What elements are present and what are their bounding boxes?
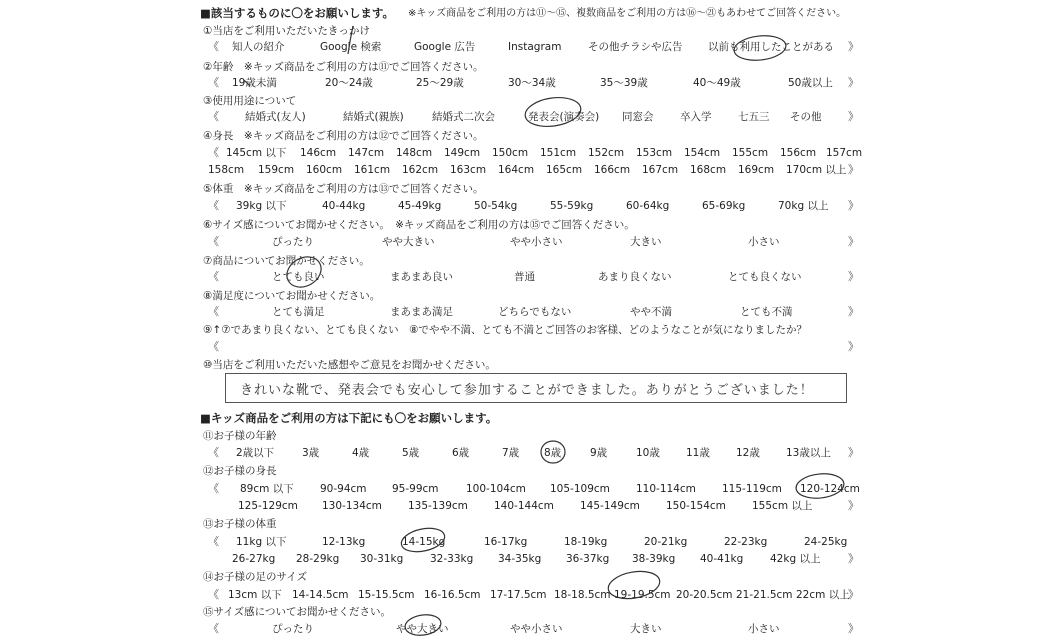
q12-option[interactable]: 120-124cm	[800, 483, 860, 495]
q4-option[interactable]: 149cm	[444, 147, 481, 159]
q14-option[interactable]: 15-15.5cm	[358, 589, 415, 601]
q1-label: ①当店をご利用いただいたきっかけ	[203, 25, 370, 37]
q8-label: ⑧満足度についてお聞かせください。	[203, 290, 381, 302]
bracket-right: 》	[848, 499, 859, 512]
q12-option[interactable]: 110-114cm	[636, 483, 696, 495]
q13-option[interactable]: 42kg 以上	[770, 553, 821, 565]
q4-option[interactable]: 162cm	[402, 164, 439, 176]
bracket-right: 》	[848, 270, 859, 283]
q13-option[interactable]: 40-41kg	[700, 553, 744, 565]
q12-option[interactable]: 130-134cm	[322, 500, 382, 512]
q13-option[interactable]: 18-19kg	[564, 536, 608, 548]
q1-option[interactable]: その他チラシや広告	[588, 41, 683, 53]
q13-option[interactable]: 26-27kg	[232, 553, 276, 565]
q5-option[interactable]: 45-49kg	[398, 200, 442, 212]
q5-option[interactable]: 60-64kg	[626, 200, 670, 212]
q14-option[interactable]: 20-20.5cm	[676, 589, 733, 601]
q4-option[interactable]: 155cm	[732, 147, 769, 159]
q2-option[interactable]: 25〜29歳	[416, 77, 464, 89]
section-title-kids: ■キッズ商品をご利用の方は下記にも〇をお願いします。	[200, 411, 498, 425]
q4-option[interactable]: 146cm	[300, 147, 337, 159]
q12-option[interactable]: 145-149cm	[580, 500, 640, 512]
q13-option[interactable]: 24-25kg	[804, 536, 848, 548]
q4-option[interactable]: 165cm	[546, 164, 583, 176]
q14-option[interactable]: 18-18.5cm	[554, 589, 611, 601]
q4-option[interactable]: 153cm	[636, 147, 673, 159]
q3-option[interactable]: 発表会(演奏会)	[528, 111, 600, 123]
q8-option[interactable]: とても満足	[272, 306, 325, 318]
q8-option[interactable]: まあまあ満足	[390, 306, 453, 318]
q4-option[interactable]: 147cm	[348, 147, 385, 159]
q11-option[interactable]: 7歳	[502, 447, 520, 459]
q4-label: ④身長 ※キッズ商品をご利用の方は⑫でご回答ください。	[203, 130, 484, 142]
q1-option[interactable]: Google 広告	[414, 41, 476, 53]
q13-option[interactable]: 36-37kg	[566, 553, 610, 565]
bracket-right: 》	[848, 622, 859, 635]
q4-option[interactable]: 158cm	[208, 164, 245, 176]
q12-option[interactable]: 150-154cm	[666, 500, 726, 512]
q11-option[interactable]: 2歳以下	[236, 447, 275, 459]
q4-option[interactable]: 157cm	[826, 147, 863, 159]
q2-option[interactable]: 19歳未満	[232, 77, 277, 89]
q12-option[interactable]: 125-129cm	[238, 500, 298, 512]
q13-label: ⑬お子様の体重	[203, 518, 277, 530]
q6-option[interactable]: ぴったり	[272, 236, 314, 248]
q1-option[interactable]: Instagram	[508, 41, 562, 53]
q2-option[interactable]: 50歳以上	[788, 77, 833, 89]
bracket-left: 《	[208, 146, 219, 159]
q11-option[interactable]: 4歳	[352, 447, 370, 459]
q15-option[interactable]: やや小さい	[510, 623, 563, 635]
q4-option[interactable]: 150cm	[492, 147, 529, 159]
q13-option[interactable]: 32-33kg	[430, 553, 474, 565]
q1-option[interactable]: 知人の紹介	[232, 41, 285, 53]
q5-option[interactable]: 39kg 以下	[236, 200, 287, 212]
bracket-left: 《	[208, 305, 219, 318]
q4-option[interactable]: 163cm	[450, 164, 487, 176]
q8-option[interactable]: とても不満	[740, 306, 793, 318]
q7-option[interactable]: あまり良くない	[598, 271, 672, 283]
q4-option[interactable]: 161cm	[354, 164, 391, 176]
section-note-main: ※キッズ商品をご利用の方は⑪〜⑮、複数商品をご利用の方は⑯〜㉑もあわせてご回答ください。	[408, 8, 847, 19]
q5-option[interactable]: 55-59kg	[550, 200, 594, 212]
bracket-right: 》	[848, 163, 859, 176]
q1-option[interactable]: Google 検索	[320, 41, 382, 53]
q11-option[interactable]: 13歳以上	[786, 447, 831, 459]
q4-option[interactable]: 168cm	[690, 164, 727, 176]
q9-label: ⑨↑⑦であまり良くない、とても良くない ⑧でやや不満、とても不満とご回答のお客様、どのようなことが気になりましたか？	[203, 324, 808, 336]
q15-option[interactable]: ぴったり	[272, 623, 314, 635]
q2-option[interactable]: 20〜24歳	[325, 77, 373, 89]
q13-option[interactable]: 12-13kg	[322, 536, 366, 548]
q4-option[interactable]: 148cm	[396, 147, 433, 159]
bracket-left: 《	[208, 588, 219, 601]
q8-option[interactable]: どちらでもない	[498, 306, 572, 318]
q13-option[interactable]: 14-15kg	[402, 536, 446, 548]
q12-option[interactable]: 115-119cm	[722, 483, 782, 495]
bracket-left: 《	[208, 270, 219, 283]
q10-label: ⑩当店をご利用いただいた感想やご意見をお聞かせください。	[203, 359, 496, 371]
section-title-main: ■該当するものに〇をお願いします。	[200, 6, 394, 20]
q13-option[interactable]: 16-17kg	[484, 536, 528, 548]
q7-option[interactable]: まあまあ良い	[390, 271, 453, 283]
bracket-right: 》	[848, 446, 859, 459]
q13-option[interactable]: 28-29kg	[296, 553, 340, 565]
q5-option[interactable]: 40-44kg	[322, 200, 366, 212]
q14-option[interactable]: 13cm 以下	[228, 589, 282, 601]
bracket-right: 》	[848, 235, 859, 248]
bracket-right: 》	[848, 76, 859, 89]
bracket-left: 《	[208, 622, 219, 635]
q12-option[interactable]: 155cm 以上	[752, 500, 813, 512]
q6-label: ⑥サイズ感についてお聞かせください。 ※キッズ商品をご利用の方は⑮でご回答ください。	[203, 219, 635, 231]
q4-option[interactable]: 152cm	[588, 147, 625, 159]
q7-label: ⑦商品についてお聞かせください。	[203, 255, 370, 267]
q15-option[interactable]: やや大きい	[396, 623, 449, 635]
comment-box[interactable]	[225, 373, 847, 403]
q2-option[interactable]: 35〜39歳	[600, 77, 648, 89]
q5-option[interactable]: 70kg 以上	[778, 200, 829, 212]
q13-option[interactable]: 11kg 以下	[236, 536, 287, 548]
q15-option[interactable]: 大きい	[630, 623, 662, 635]
bracket-left: 《	[208, 340, 219, 353]
q4-option[interactable]: 145cm 以下	[226, 147, 287, 159]
q13-option[interactable]: 30-31kg	[360, 553, 404, 565]
q14-option[interactable]: 17-17.5cm	[490, 589, 547, 601]
q5-option[interactable]: 65-69kg	[702, 200, 746, 212]
q4-option[interactable]: 170cm 以上	[786, 164, 847, 176]
q14-option[interactable]: 21-21.5cm	[736, 589, 793, 601]
q4-option[interactable]: 156cm	[780, 147, 817, 159]
q3-option[interactable]: 結婚式(友人)	[245, 111, 306, 123]
bracket-left: 《	[208, 199, 219, 212]
q12-option[interactable]: 105-109cm	[550, 483, 610, 495]
q4-option[interactable]: 160cm	[306, 164, 343, 176]
q3-option[interactable]: 卒入学	[680, 111, 712, 123]
bracket-right: 》	[848, 110, 859, 123]
q5-option[interactable]: 50-54kg	[474, 200, 518, 212]
q4-option[interactable]: 154cm	[684, 147, 721, 159]
q8-option[interactable]: やや不満	[630, 306, 672, 318]
q15-option[interactable]: 小さい	[748, 623, 780, 635]
bracket-right: 》	[848, 40, 859, 53]
q3-option[interactable]: 結婚式(親族)	[343, 111, 404, 123]
q12-option[interactable]: 95-99cm	[392, 483, 439, 495]
q14-label: ⑭お子様の足のサイズ	[203, 571, 308, 583]
bracket-left: 《	[208, 482, 219, 495]
q11-option[interactable]: 10歳	[636, 447, 660, 459]
q12-option[interactable]: 135-139cm	[408, 500, 468, 512]
bracket-right: 》	[848, 552, 859, 565]
q13-option[interactable]: 34-35kg	[498, 553, 542, 565]
q12-option[interactable]: 90-94cm	[320, 483, 367, 495]
q15-label: ⑮サイズ感についてお聞かせください。	[203, 606, 391, 618]
bracket-left: 《	[208, 110, 219, 123]
q11-option[interactable]: 9歳	[590, 447, 608, 459]
q12-option[interactable]: 89cm 以下	[240, 483, 294, 495]
q7-option[interactable]: 普通	[514, 271, 535, 283]
bracket-right: 》	[848, 199, 859, 212]
q4-option[interactable]: 164cm	[498, 164, 535, 176]
q7-option[interactable]: とても良い	[272, 271, 325, 283]
bracket-left: 《	[208, 535, 219, 548]
q2-option[interactable]: 40〜49歳	[693, 77, 741, 89]
q14-option[interactable]: 19-19.5cm	[614, 589, 671, 601]
q11-option[interactable]: 8歳	[544, 447, 562, 459]
comment-answer: きれいな靴で、発表会でも安心して参加することができました。ありがとうございました！	[240, 383, 814, 398]
q1-option[interactable]: 以前も利用したことがある	[708, 41, 834, 53]
q6-option[interactable]: やや小さい	[510, 236, 563, 248]
bracket-left: 《	[208, 76, 219, 89]
q13-option[interactable]: 22-23kg	[724, 536, 768, 548]
q6-option[interactable]: 大きい	[630, 236, 662, 248]
q6-option[interactable]: やや大きい	[382, 236, 435, 248]
bracket-right: 》	[848, 588, 859, 601]
q11-label: ⑪お子様の年齢	[203, 430, 277, 442]
bracket-right: 》	[848, 305, 859, 318]
q3-option[interactable]: その他	[790, 111, 822, 123]
q14-option[interactable]: 16-16.5cm	[424, 589, 481, 601]
q6-option[interactable]: 小さい	[748, 236, 780, 248]
q2-label: ②年齢 ※キッズ商品をご利用の方は⑪でご回答ください。	[203, 61, 484, 73]
q11-option[interactable]: 5歳	[402, 447, 420, 459]
q4-option[interactable]: 151cm	[540, 147, 577, 159]
q4-option[interactable]: 169cm	[738, 164, 775, 176]
q4-option[interactable]: 166cm	[594, 164, 631, 176]
bracket-right: 》	[848, 340, 859, 353]
q13-option[interactable]: 20-21kg	[644, 536, 688, 548]
bracket-left: 《	[208, 40, 219, 53]
q11-option[interactable]: 12歳	[736, 447, 760, 459]
bracket-left: 《	[208, 235, 219, 248]
q7-option[interactable]: とても良くない	[728, 271, 802, 283]
q5-label: ⑤体重 ※キッズ商品をご利用の方は⑬でご回答ください。	[203, 183, 484, 195]
q14-option[interactable]: 14-14.5cm	[292, 589, 349, 601]
bracket-left: 《	[208, 446, 219, 459]
q3-option[interactable]: 七五三	[738, 111, 770, 123]
q11-option[interactable]: 6歳	[452, 447, 470, 459]
q12-option[interactable]: 140-144cm	[494, 500, 554, 512]
q12-option[interactable]: 100-104cm	[466, 483, 526, 495]
q12-label: ⑫お子様の身長	[203, 465, 277, 477]
q11-option[interactable]: 3歳	[302, 447, 320, 459]
q3-option[interactable]: 同窓会	[622, 111, 654, 123]
q3-option[interactable]: 結婚式二次会	[432, 111, 495, 123]
q4-option[interactable]: 167cm	[642, 164, 679, 176]
q3-label: ③使用用途について	[203, 95, 297, 107]
q2-option[interactable]: 30〜34歳	[508, 77, 556, 89]
q13-option[interactable]: 38-39kg	[632, 553, 676, 565]
q4-option[interactable]: 159cm	[258, 164, 295, 176]
q11-option[interactable]: 11歳	[686, 447, 710, 459]
q14-option[interactable]: 22cm 以上	[796, 589, 850, 601]
